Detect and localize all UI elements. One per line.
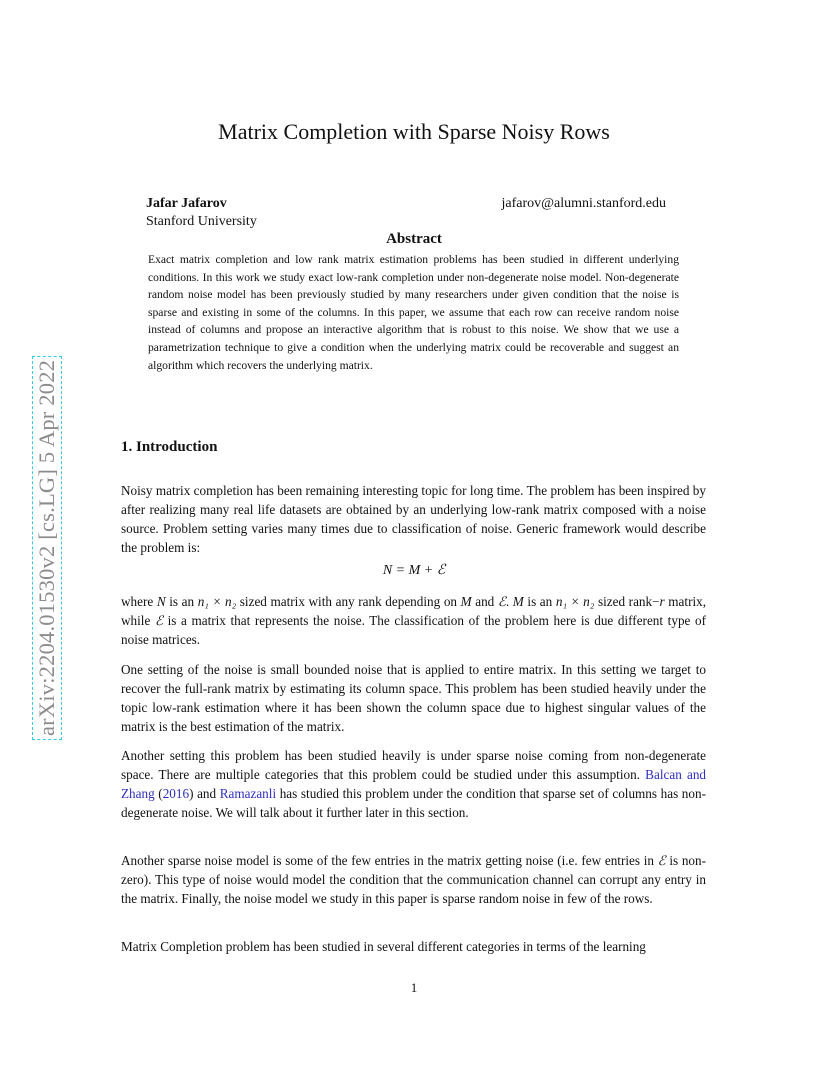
text-run: (: [154, 786, 163, 801]
page-number: 1: [410, 980, 418, 995]
section-heading-introduction: 1. Introduction: [121, 439, 218, 455]
math-symbol: ℰ: [657, 853, 666, 868]
text-run: where: [121, 594, 157, 609]
text-run: Another setting this problem has been studied heavily is under sparse noise coming from non-degenerate space. There are multiple categories that this problem could be studied under this assumption.: [121, 748, 706, 782]
math-symbol: ℰ: [497, 594, 506, 609]
math-symbol: M: [512, 594, 524, 609]
paper-title: Matrix Completion with Sparse Noisy Rows: [218, 119, 610, 144]
math-symbol: r: [659, 594, 665, 609]
text-run: is non-zero). This type of noise would model the condition that the communication channel can corrupt any entry in the matrix. Finally, the noise model we study in this paper is sparse random noise in few of the rows.: [121, 853, 707, 906]
math-symbol: n₁ × n₂: [197, 594, 237, 609]
author-name: Jafar Jafarov: [146, 196, 227, 211]
intro-paragraph-1: Noisy matrix completion has been remaining interesting topic for long time. The problem has been inspired by after realizing many real life datasets are obtained by an underlying low-rank matrix composed with a noise source. Problem setting varies many times due to classification of noise. Generic framework would describe the problem is:: [121, 483, 706, 555]
abstract-heading: Abstract: [386, 231, 442, 247]
intro-paragraph-5: [121, 851, 706, 908]
citation-link-balcan-zhang[interactable]: Balcan and Zhang: [121, 767, 707, 801]
intro-paragraph-4: [121, 746, 706, 822]
intro-paragraph-3: One setting of the noise is small bounded noise that is applied to entire matrix. In this setting we target to recover the full-rank matrix by estimating its column space. This problem has been studied heavily under the topic low-rank estimation where it has been shown the column space due to highest singular values of the matrix is the best estimation of the matrix.: [121, 662, 706, 734]
citation-link-year[interactable]: 2016: [162, 786, 190, 801]
text-run: matrix, while: [121, 594, 707, 628]
text-run: .: [505, 594, 513, 609]
text-run: ) and: [189, 786, 220, 801]
text-run: is a matrix that represents the noise. The classification of the problem here is due different type of noise matrices.: [121, 613, 706, 647]
intro-paragraph-2: [121, 592, 706, 649]
text-run: sized rank−: [594, 594, 660, 609]
intro-paragraph-6: Matrix Completion problem has been studied in several different categories in terms of the learning: [121, 939, 646, 954]
arxiv-identifier[interactable]: arXiv:2204.01530v2 [cs.LG] 5 Apr 2022: [34, 359, 59, 736]
equation-noise-model: N = M + ℰ: [382, 563, 446, 578]
math-symbol: ℰ: [154, 613, 163, 628]
text-run: is an: [165, 594, 198, 609]
author-email[interactable]: jafarov@alumni.stanford.edu: [501, 196, 666, 211]
citation-link-ramazanli[interactable]: Ramazanli: [219, 786, 277, 801]
math-symbol: M: [460, 594, 472, 609]
text-run: and: [471, 594, 498, 609]
text-run: sized matrix with any rank depending on: [236, 594, 461, 609]
math-symbol: n₁ × n₂: [555, 594, 595, 609]
text-run: is an: [523, 594, 556, 609]
math-symbol: N: [156, 594, 166, 609]
abstract-text: Exact matrix completion and low rank matrix estimation problems has been studied in different underlying conditions. In this work we study exact low-rank completion under non-degenerate noise model. Non-degenerate random noise model has been previously studied by many researchers under given condition that the noise is sparse and existing in some of the columns. In this paper, we assume that each row can receive random noise instead of columns and propose an interactive algorithm that is robust to this noise. We show that we use a parametrization technique to give a condition when the underlying matrix could be recoverable and suggest an algorithm which recovers the underlying matrix.: [148, 253, 679, 372]
author-affiliation: Stanford University: [146, 214, 257, 229]
text-run: has studied this problem under the condition that sparse set of columns has non-degenerate noise. We will talk about it further later in this section.: [121, 786, 706, 820]
text-run: Another sparse noise model is some of the few entries in the matrix getting noise (i.e. few entries in: [121, 853, 658, 868]
